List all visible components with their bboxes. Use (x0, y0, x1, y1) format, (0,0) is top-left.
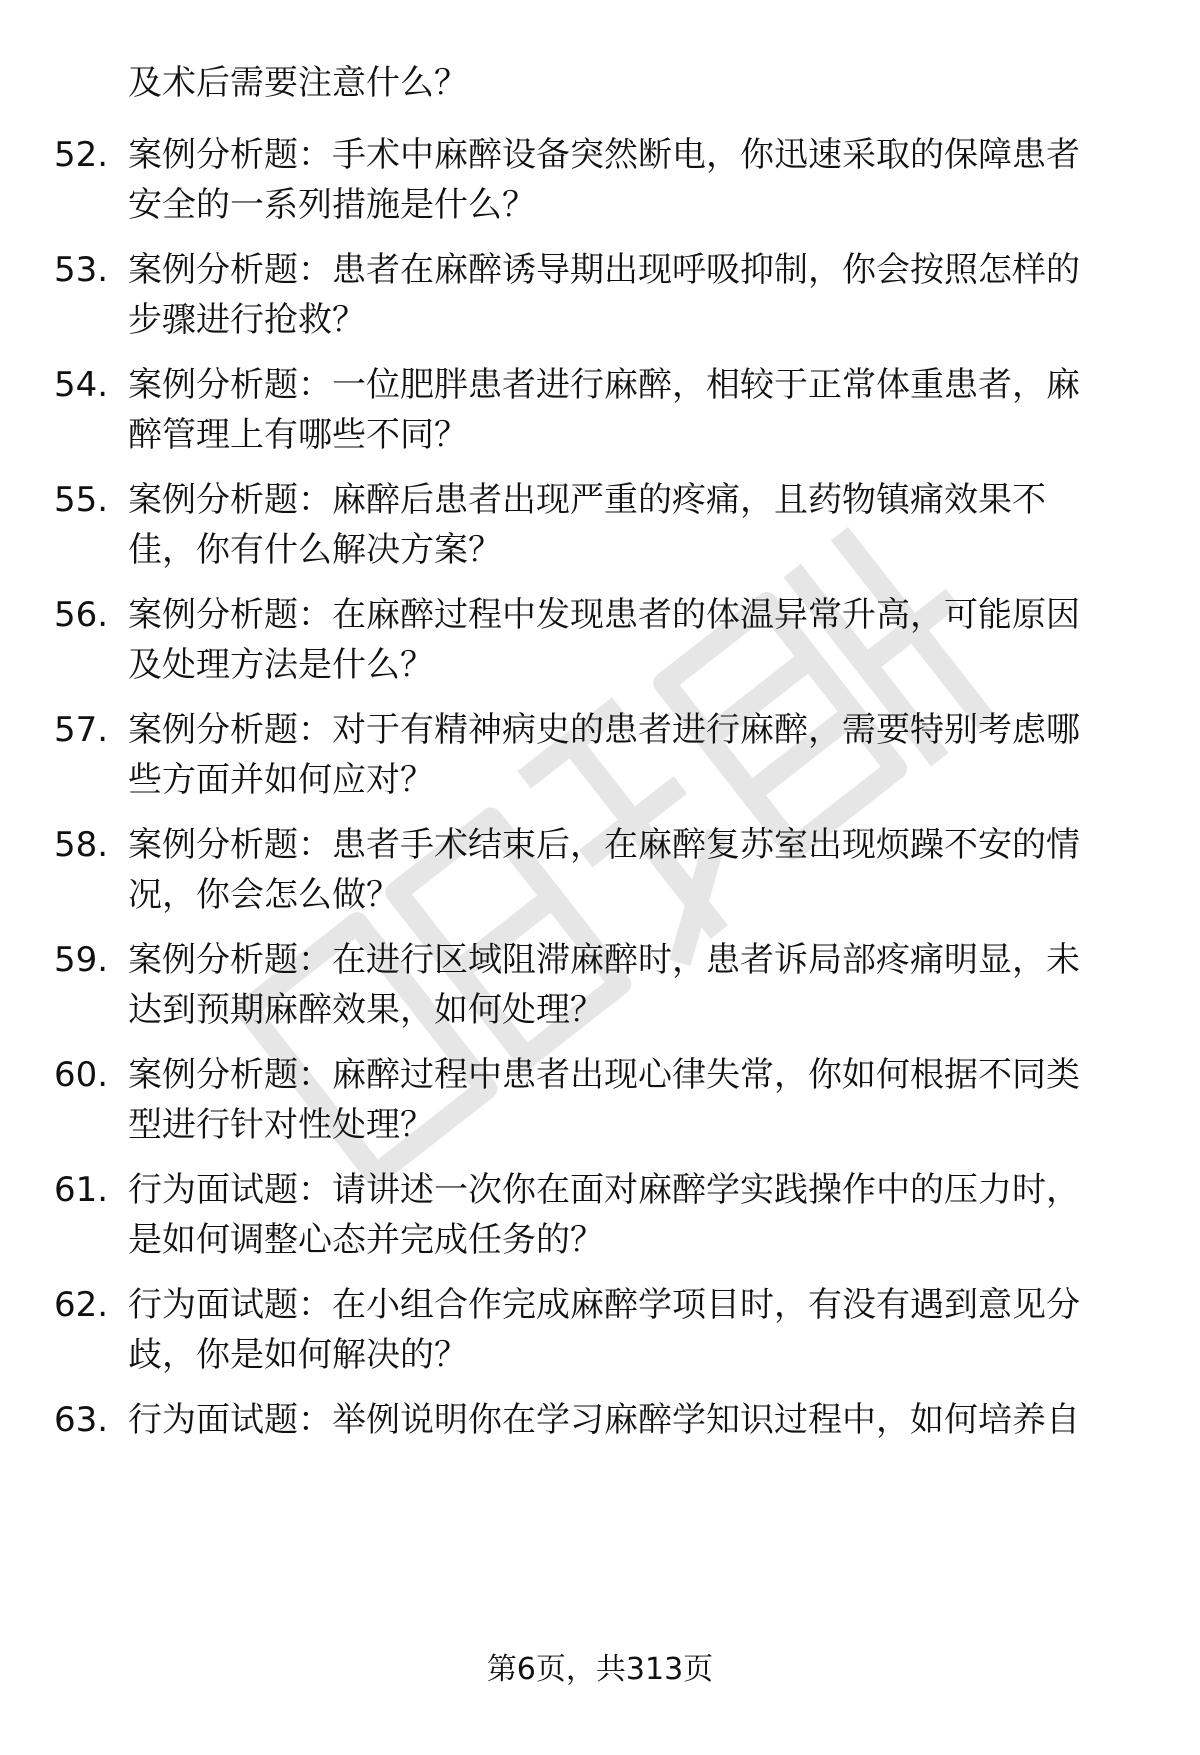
item-number: 52. (54, 135, 109, 175)
item-number: 57. (54, 710, 109, 750)
item-number: 55. (54, 480, 109, 520)
item-text: 行为面试题：在小组合作完成麻醉学项目时，有没有遇到意见分 歧，你是如何解决的？ (128, 1285, 1080, 1375)
item-text: 案例分析题：在麻醉过程中发现患者的体温异常升高，可能原因 及处理方法是什么？ (128, 595, 1080, 685)
item-number: 63. (54, 1400, 109, 1440)
continuation-text: 及术后需要注意什么？ (128, 63, 468, 103)
item-number: 56. (54, 595, 109, 635)
item-text: 案例分析题：患者在麻醉诱导期出现呼吸抑制，你会按照怎样的 步骤进行抢救？ (128, 250, 1080, 340)
item-text: 行为面试题：举例说明你在学习麻醉学知识过程中，如何培养自 (128, 1400, 1080, 1440)
item-text: 案例分析题：患者手术结束后，在麻醉复苏室出现烦躁不安的情 况，你会怎么做？ (128, 825, 1080, 915)
item-number: 54. (54, 365, 109, 405)
item-number: 61. (54, 1170, 109, 1210)
item-text: 案例分析题：在进行区域阻滞麻醉时，患者诉局部疼痛明显，未 达到预期麻醉效果，如何处理？ (128, 940, 1080, 1030)
item-number: 59. (54, 940, 109, 980)
item-number: 62. (54, 1285, 109, 1325)
page-footer: 第6页，共313页 (486, 1652, 714, 1687)
item-text: 案例分析题：对于有精神病史的患者进行麻醉，需要特别考虑哪 些方面并如何应对？ (128, 710, 1080, 800)
item-text: 案例分析题：手术中麻醉设备突然断电，你迅速采取的保障患者 安全的一系列措施是什么？ (128, 135, 1080, 225)
item-text: 案例分析题：麻醉后患者出现严重的疼痛，且药物镇痛效果不 佳，你有什么解决方案？ (128, 480, 1046, 570)
item-text: 案例分析题：麻醉过程中患者出现心律失常，你如何根据不同类 型进行针对性处理？ (128, 1055, 1080, 1145)
item-text: 行为面试题：请讲述一次你在面对麻醉学实践操作中的压力时， 是如何调整心态并完成任务的？ (128, 1170, 1080, 1260)
item-number: 53. (54, 250, 109, 290)
item-text: 案例分析题：一位肥胖患者进行麻醉，相较于正常体重患者，麻 醉管理上有哪些不同？ (128, 365, 1080, 455)
item-number: 58. (54, 825, 109, 865)
item-number: 60. (54, 1055, 109, 1095)
